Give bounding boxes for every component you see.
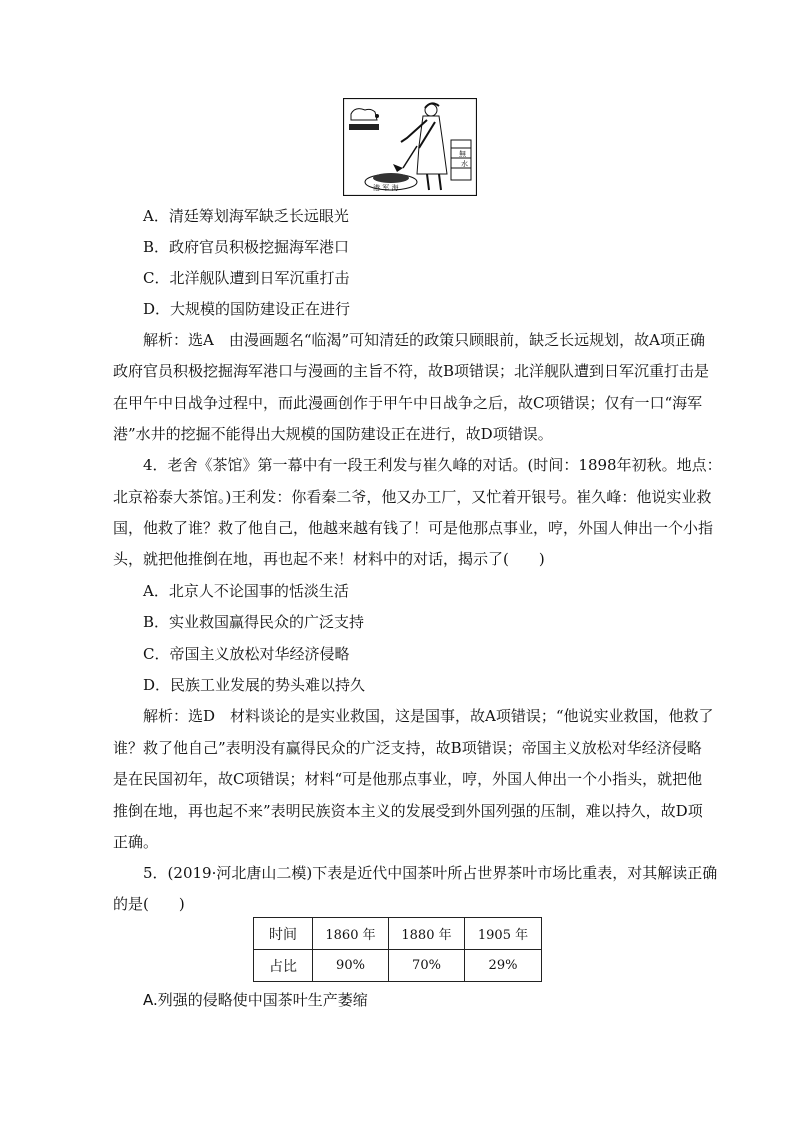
- table-cell: 29%: [465, 950, 542, 982]
- q4-option-b: B．实业救国赢得民众的广泛支持: [143, 613, 365, 631]
- q4-option-c: C．帝国主义放松对华经济侵略: [143, 645, 350, 663]
- q4-stem-line: 北京裕泰大茶馆。)王利发：你看秦二爷，他又办工厂，又忙着开银号。崔久峰：他说实业救: [113, 488, 712, 506]
- q4-analysis-line: 是在民国初年，故C项错误；材料“可是他那点事业，哼，外国人伸出一个小指头，就把他: [113, 770, 703, 788]
- q3-analysis-line: 政府官员积极挖掘海军港口与漫画的主旨不符，故B项错误；北洋舰队遭到日军沉重打击是: [113, 362, 710, 380]
- q4-analysis-line: 推倒在地，再也起不来”表明民族资本主义的发展受到外国列强的压制，难以持久，故D项: [113, 802, 703, 820]
- table-cell: 90%: [313, 950, 389, 982]
- q3-analysis-line: 解析：选A 由漫画题名“临渴”可知清廷的政策只顾眼前，缺乏长远规划，故A项正确: [143, 331, 706, 349]
- q4-option-d: D．民族工业发展的势头难以持久: [143, 676, 366, 694]
- q4-analysis-line: 解析：选D 材料谈论的是实业救国，这是国事，故A项错误；“他说实业救国，他救了: [143, 707, 714, 725]
- table-header-cell: 时间: [254, 918, 313, 950]
- q3-option-d: D．大规模的国防建设正在进行: [143, 300, 351, 318]
- tea-share-table: [253, 917, 542, 982]
- table-cell: 70%: [389, 950, 465, 982]
- cartoon-illustration: [343, 98, 477, 196]
- svg-text:水: 水: [461, 160, 468, 168]
- svg-text:港 军 海: 港 军 海: [373, 184, 399, 192]
- q4-stem-line: 国，他救了谁？救了他自己，他越来越有钱了！可是他那点事业，哼，外国人伸出一个小指: [113, 519, 714, 537]
- q3-option-c: C．北洋舰队遭到日军沉重打击: [143, 269, 350, 287]
- q4-analysis-line: 正确。: [113, 833, 159, 851]
- q4-analysis-line: 谁？救了他自己”表明没有赢得民众的广泛支持，故B项错误；帝国主义放松对华经济侵略: [113, 739, 702, 757]
- q5-stem-line: 的是( ): [113, 895, 185, 913]
- q3-option-b: B．政府官员积极挖掘海军港口: [143, 238, 350, 256]
- table-row: [254, 918, 542, 950]
- table-header-cell: 1880 年: [389, 918, 465, 950]
- table-cell: 占比: [254, 950, 313, 982]
- table-header-cell: 1905 年: [465, 918, 542, 950]
- q5-stem-line: 5．(2019·河北唐山二模)下表是近代中国茶叶所占世界茶叶市场比重表，对其解读正确: [143, 864, 718, 882]
- q3-analysis-line: 在甲午中日战争过程中，而此漫画创作于甲午中日战争之后，故C项错误；仅有一口“海军: [113, 394, 703, 412]
- table-header-cell: 1860 年: [313, 918, 389, 950]
- q3-option-a: A．清廷筹划海军缺乏长远眼光: [143, 207, 349, 225]
- q3-analysis-line: 港”水井的挖掘不能得出大规模的国防建设正在进行，故D项错误。: [113, 425, 553, 443]
- svg-text:無: 無: [459, 150, 466, 158]
- q4-stem-line: 头，就把他推倒在地，再也起不来！材料中的对话，揭示了( ): [113, 550, 545, 568]
- q5-option-a: A.列强的侵略使中国茶叶生产萎缩: [143, 991, 368, 1009]
- q4-option-a: A．北京人不论国事的恬淡生活: [143, 582, 349, 600]
- table-row: [254, 950, 542, 982]
- q4-stem-line: 4．老舍《茶馆》第一幕中有一段王利发与崔久峰的对话。(时间：1898年初秋。地点：: [143, 456, 722, 474]
